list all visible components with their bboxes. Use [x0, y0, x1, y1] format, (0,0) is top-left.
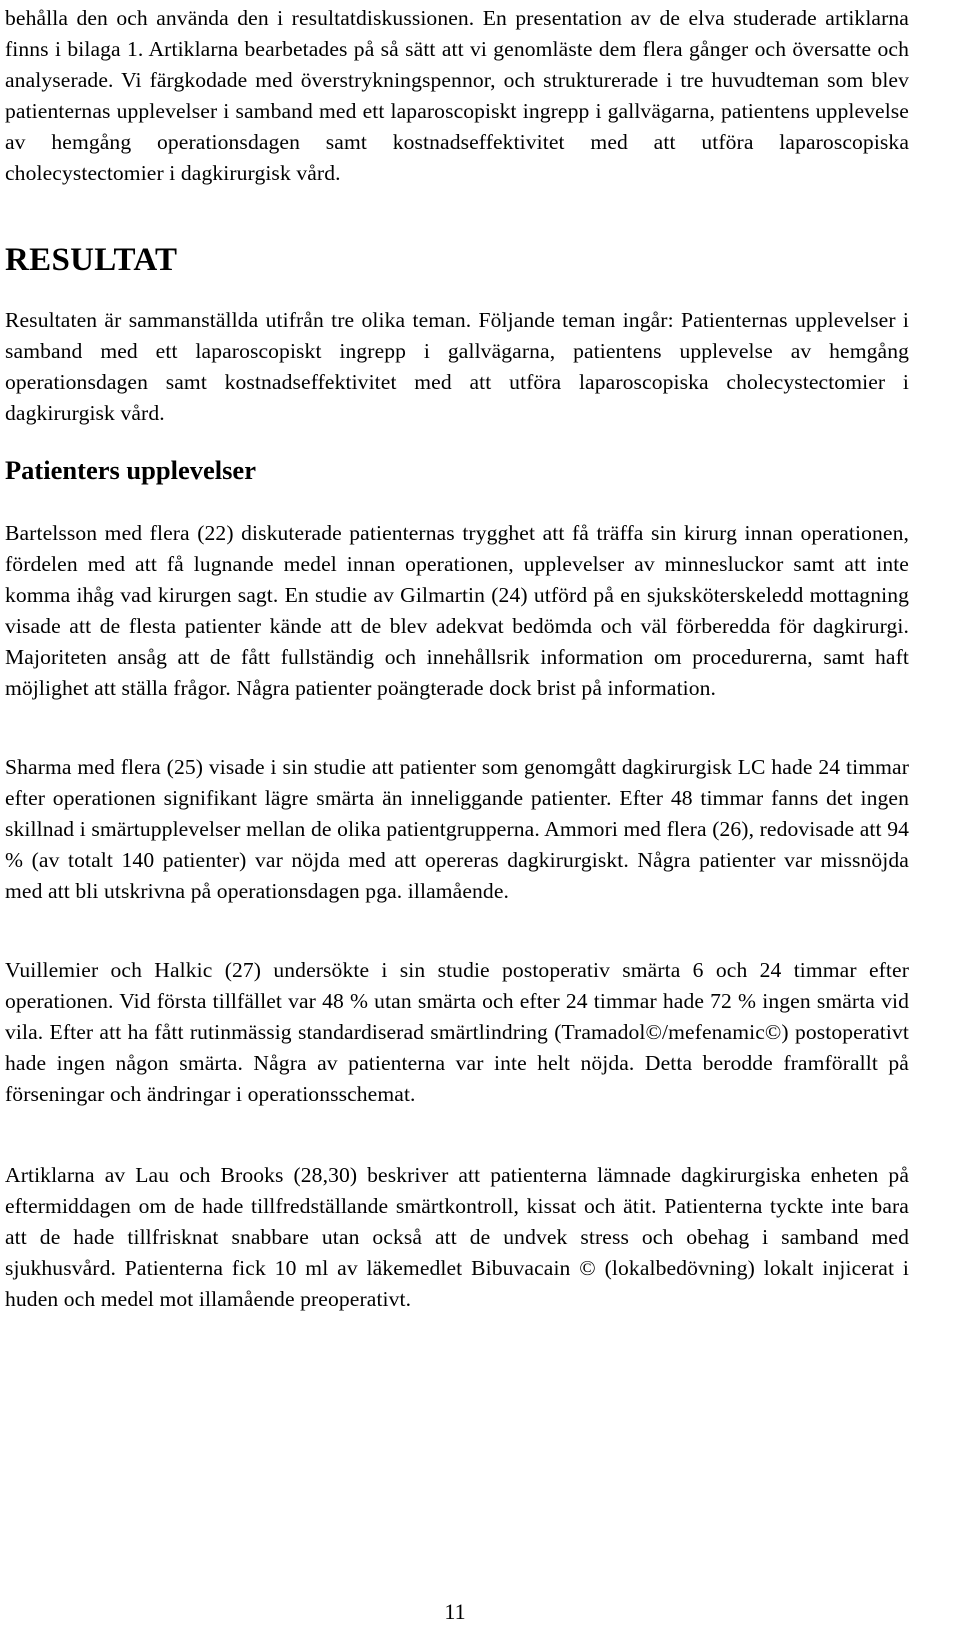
paragraph-vuillemier: Vuillemier och Halkic (27) undersökte i sin studie postoperativ smärta 6 och 24 timmar efter operationen. Vid första tillfället var 48 % utan smärta och efter 24 timmar hade 72 % ingen smärta vid vila. Efter att ha fått rutinmässig standardiserad smärtlindring (Tramadol©/mefenamic©) postoperativt hade ingen någon smärta. Några av patienterna var inte helt nöjda. Detta berodde framförallt på förseningar och ändringar i operationsschemat.: [5, 958, 909, 1106]
results-paragraph: Resultaten är sammanställda utifrån tre olika teman. Följande teman ingår: Patienternas upplevelser i samband med ett laparoscopiskt ingrepp i gallvägarna, patientens upplevelse av hemgång operationsdagen samt kostnadseffektivitet med att utföra laparoscopiska cholecystectomier i dagkirurgisk vård.: [5, 308, 909, 425]
paragraph-bartelsson: Bartelsson med flera (22) diskuterade patienternas trygghet att få träffa sin kirurg innan operationen, fördelen med att få lugnande medel innan operationen, upplevelser av minnesluckor samt att inte komma ihåg vad kirurgen sagt. En studie av Gilmartin (24) utförd på en sjuksköterskeledd mottagning visade att de flesta patienter kände att de blev adekvat bedömda och väl förberedda för dagkirurgi. Majoriteten ansåg att de fått fullständig och innehållsrik information om procedurerna, samt haft möjlighet att ställa frågor. Några patienter poängterade dock brist på information.: [5, 521, 909, 700]
page-number-text: 11: [444, 1599, 466, 1624]
subsection-heading-patienters-upplevelser: Patienters upplevelser: [5, 455, 256, 485]
page-number: [0, 1598, 960, 1626]
section-heading-resultat: RESULTAT: [5, 242, 178, 278]
paragraph-sharma: Sharma med flera (25) visade i sin studie att patienter som genomgått dagkirurgisk LC hade 24 timmar efter operationen signifikant lägre smärta än inneliggande patienter. Efter 48 timmar fanns det ingen skillnad i smärtupplevelser mellan de olika patientgrupperna. Ammori med flera (26), redovisade att 94 % (av totalt 140 patienter) var nöjda med att opereras dagkirurgiskt. Några patienter var missnöjda med att bli utskrivna på operationsdagen pga. illamående.: [5, 755, 909, 903]
intro-paragraph: behålla den och använda den i resultatdiskussionen. En presentation av de elva studerade artiklarna finns i bilaga 1. Artiklarna bearbetades på så sätt att vi genomläste dem flera gånger och översatte och analyserade. Vi färgkodade med överstrykningspennor, och strukturerade i tre huvudteman som blev patienternas upplevelser i samband med ett laparoscopiskt ingrepp i gallvägarna, patientens upplevelse av hemgång operationsdagen samt kostnadseffektivitet med att utföra laparoscopiska cholecystectomier i dagkirurgisk vård.: [5, 6, 909, 185]
paragraph-lau-brooks: Artiklarna av Lau och Brooks (28,30) beskriver att patienterna lämnade dagkirurgiska enheten på eftermiddagen om de hade tillfredställande smärtkontroll, kissat och ätit. Patienterna tyckte inte bara att de hade tillfrisknat snabbare utan också att de undvek stress och obehag i samband med sjukhusvård. Patienterna fick 10 ml av läkemedlet Bibuvacain © (lokalbedövning) lokalt injicerat i huden och medel mot illamående preoperativt.: [5, 1163, 909, 1311]
